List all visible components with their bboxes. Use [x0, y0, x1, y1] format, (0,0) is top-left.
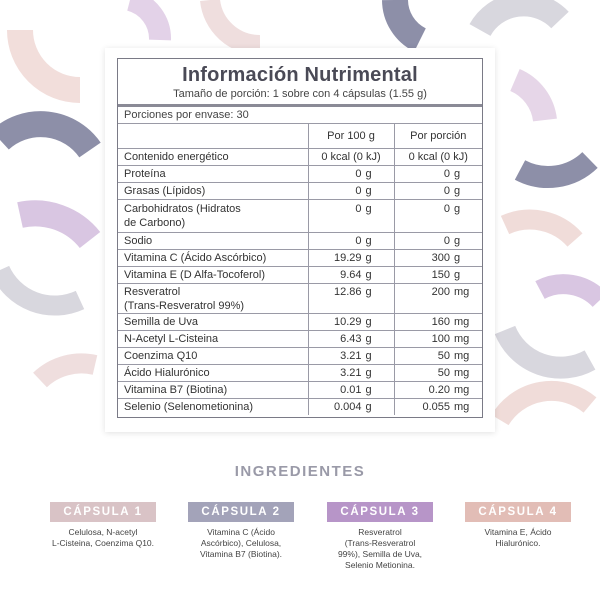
value-perserving: 0 kcal (0 kJ) — [394, 149, 482, 166]
arc-shape — [505, 220, 575, 240]
capsule-2-ingredients: Vitamina C (Ácido Ascórbico), Celulosa, Vitamina B7 (Biotina). — [199, 527, 283, 559]
value-per100: 3.21 g — [308, 365, 394, 382]
table-row — [118, 284, 482, 314]
table-row — [118, 200, 482, 233]
capsule-4-ingredients: Vitamina E, Ácido Hialurónico. — [484, 527, 552, 548]
nutrient-label: Vitamina E (D Alfa-Tocoferol) — [118, 267, 308, 284]
table-header-row — [118, 124, 482, 149]
value-per100: 9.64 g — [308, 267, 394, 284]
value-per100: 6.43 g — [308, 331, 394, 348]
table-row — [118, 250, 482, 267]
value-perserving: 0 g — [394, 183, 482, 200]
nutrient-label: Sodio — [118, 233, 308, 250]
value-perserving: 0.20 mg — [394, 382, 482, 399]
nutrient-table — [118, 123, 482, 415]
value-perserving: 160 mg — [394, 314, 482, 331]
arc-shape — [520, 160, 590, 177]
capsule-1-badge: CÁPSULA 1 — [50, 502, 156, 522]
table-row — [118, 267, 482, 284]
table-row — [118, 314, 482, 331]
value-per100: 0.004 g — [308, 399, 394, 416]
value-per100: 19.29 g — [308, 250, 394, 267]
value-per100: 12.86 g — [308, 284, 394, 314]
capsule-3-ingredients: Resveratrol (Trans-Resveratrol 99%), Semilla de Uva, Selenio Metionina. — [337, 527, 423, 570]
nutrient-label: Ácido Hialurónico — [118, 365, 308, 382]
value-per100: 0 g — [308, 183, 394, 200]
value-perserving: 0 g — [394, 166, 482, 183]
capsule-4-badge: CÁPSULA 4 — [465, 502, 571, 522]
arc-shape — [500, 391, 590, 420]
table-row — [118, 382, 482, 399]
value-per100: 0 g — [308, 200, 394, 233]
table-row — [118, 183, 482, 200]
nutrient-label: Semilla de Uva — [118, 314, 308, 331]
nutrient-label: Vitamina B7 (Biotina) — [118, 382, 308, 399]
arc-shape — [0, 270, 80, 306]
nutrient-label: Vitamina C (Ácido Ascórbico) — [118, 250, 308, 267]
table-row — [118, 166, 482, 183]
nutrient-label: Proteína — [118, 166, 308, 183]
ingredients-title: INGREDIENTES — [234, 463, 366, 480]
table-row — [118, 348, 482, 365]
nutrient-label: Grasas (Lípidos) — [118, 183, 308, 200]
servings-per-container: Porciones por envase: 30 — [124, 109, 249, 121]
nutrient-label: Resveratrol (Trans-Resveratrol 99%) — [118, 284, 308, 314]
arc-shape — [40, 363, 95, 380]
nutrient-label: Selenio (Selenometionina) — [118, 399, 308, 416]
arc-shape — [540, 284, 600, 300]
value-perserving: 0.055 mg — [394, 399, 482, 416]
nutrition-facts-table — [117, 58, 483, 418]
value-perserving: 50 mg — [394, 348, 482, 365]
nutrient-label: Coenzima Q10 — [118, 348, 308, 365]
arc-shape — [0, 124, 90, 150]
capsule-3-badge: CÁPSULA 3 — [327, 502, 433, 522]
arc-shape — [20, 213, 90, 240]
arc-shape — [20, 30, 80, 90]
nutrient-label: Carbohidratos (Hidratos de Carbono) — [118, 200, 308, 233]
table-row — [118, 233, 482, 250]
table-row — [118, 149, 482, 166]
table-row — [118, 331, 482, 348]
arc-shape — [480, 4, 560, 30]
value-perserving: 100 mg — [394, 331, 482, 348]
value-perserving: 50 mg — [394, 365, 482, 382]
serving-size: Tamaño de porción: 1 sobre con 4 cápsulas (1.55 g) — [173, 88, 427, 100]
value-perserving: 200 mg — [394, 284, 482, 314]
capsule-2-badge: CÁPSULA 2 — [188, 502, 294, 522]
value-per100: 0 g — [308, 233, 394, 250]
value-perserving: 0 g — [394, 233, 482, 250]
table-row — [118, 365, 482, 382]
arc-shape — [505, 330, 590, 368]
column-header-perserving: Por porción — [394, 124, 482, 149]
arc-shape — [210, 0, 260, 45]
value-per100: 0 g — [308, 166, 394, 183]
value-per100: 0.01 g — [308, 382, 394, 399]
value-perserving: 150 g — [394, 267, 482, 284]
arc-shape — [130, 0, 160, 40]
nutrition-panel — [105, 48, 495, 432]
nutrient-label: Contenido energético — [118, 149, 308, 166]
value-perserving: 0 g — [394, 200, 482, 233]
nutrient-label: N-Acetyl L-Cisteina — [118, 331, 308, 348]
column-header-per100: Por 100 g — [308, 124, 394, 149]
arc-shape — [515, 80, 545, 120]
value-per100: 0 kcal (0 kJ) — [308, 149, 394, 166]
value-perserving: 300 g — [394, 250, 482, 267]
value-per100: 3.21 g — [308, 348, 394, 365]
capsule-1-ingredients: Celulosa, N-acetyl L-Cisteina, Coenzima Q10. — [51, 527, 155, 548]
arc-shape — [395, 0, 420, 40]
nutrition-title: Información Nutrimental — [182, 64, 418, 86]
table-row — [118, 399, 482, 416]
value-per100: 10.29 g — [308, 314, 394, 331]
